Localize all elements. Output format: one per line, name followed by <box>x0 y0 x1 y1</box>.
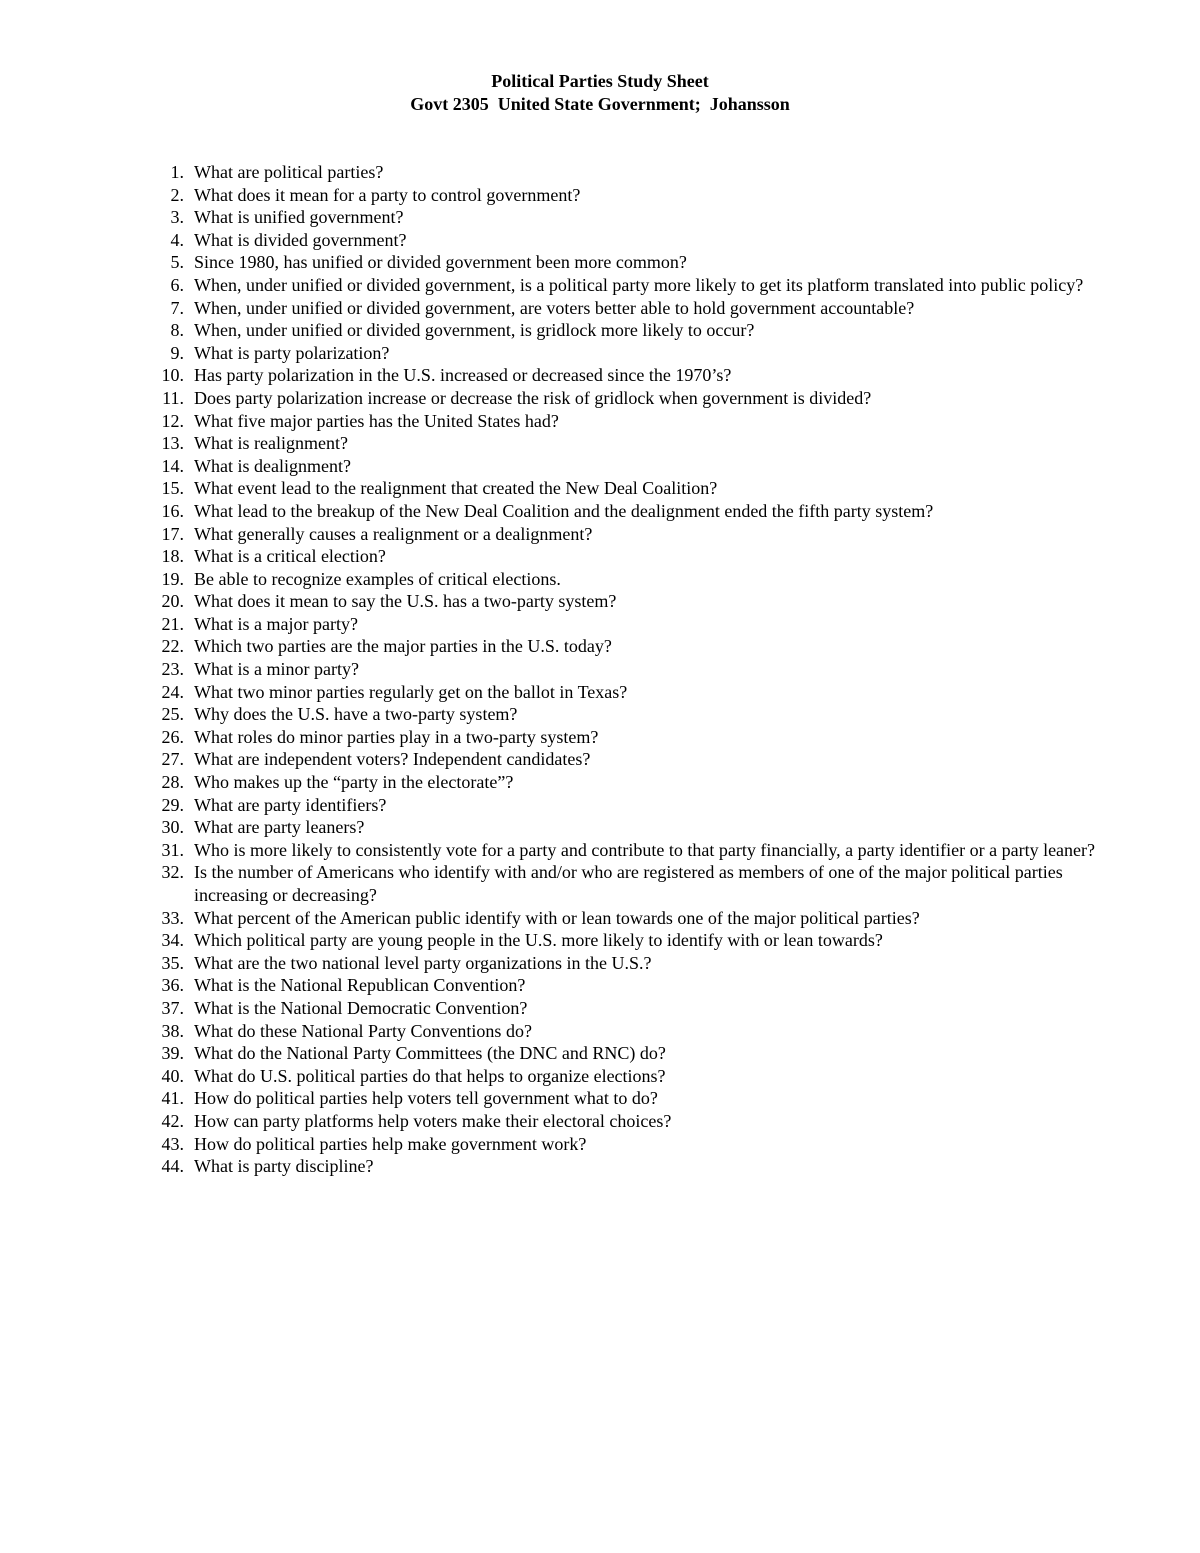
question-text: What event lead to the realignment that created the New Deal Coalition? <box>194 478 718 499</box>
question-item <box>150 455 1130 478</box>
question-text: How do political parties help voters tell government what to do? <box>194 1088 658 1109</box>
question-number: 8. <box>170 320 184 341</box>
question-item <box>150 997 1130 1020</box>
question-number: 32. <box>161 862 184 883</box>
question-text: What does it mean for a party to control government? <box>194 184 581 205</box>
question-number: 12. <box>161 410 184 431</box>
question-number: 31. <box>161 839 184 860</box>
question-number: 34. <box>161 930 184 951</box>
document-title: Political Parties Study Sheet <box>491 71 709 91</box>
question-number: 42. <box>161 1110 184 1131</box>
question-number: 3. <box>170 207 184 228</box>
question-item <box>150 771 1130 794</box>
question-text: What are political parties? <box>194 162 384 182</box>
question-number: 25. <box>161 704 184 725</box>
question-number: 24. <box>161 681 184 702</box>
question-number: 1. <box>170 162 184 182</box>
question-item <box>150 410 1130 433</box>
question-number: 40. <box>161 1065 184 1086</box>
question-item <box>150 974 1130 997</box>
question-number: 23. <box>161 659 184 680</box>
question-item <box>150 568 1130 591</box>
question-item <box>150 929 1130 952</box>
question-item <box>150 364 1130 387</box>
question-number: 41. <box>161 1088 184 1109</box>
question-item <box>150 477 1130 500</box>
question-text: What are the two national level party organizations in the U.S.? <box>194 952 652 973</box>
question-text: Who is more likely to consistently vote for a party and contribute to that party financially, a party identifier or a party leaner? <box>194 839 1096 860</box>
question-number: 38. <box>161 1020 184 1041</box>
question-item <box>150 1133 1130 1156</box>
question-item <box>150 274 1130 297</box>
question-text: Which political party are young people in the U.S. more likely to identify with or lean towards? <box>194 930 883 951</box>
question-item <box>150 794 1130 817</box>
question-item <box>150 319 1130 342</box>
question-item <box>150 342 1130 365</box>
question-item <box>150 839 1130 862</box>
question-list <box>150 161 1130 1178</box>
question-number: 2. <box>170 184 184 205</box>
question-number: 35. <box>161 952 184 973</box>
question-text: What are independent voters? Independent candidates? <box>194 749 591 770</box>
question-text: What is the National Republican Convention? <box>194 975 526 996</box>
document-header <box>0 70 1200 116</box>
question-text: What is a major party? <box>194 613 358 634</box>
question-number: 27. <box>161 749 184 770</box>
question-text: How do political parties help make government work? <box>194 1133 587 1154</box>
question-text: What is unified government? <box>194 207 404 228</box>
question-item <box>150 206 1130 229</box>
question-item <box>150 952 1130 975</box>
question-text: What is party discipline? <box>194 1156 374 1177</box>
question-item <box>150 161 1130 184</box>
question-text: Who makes up the “party in the electorate”? <box>194 772 514 793</box>
question-number: 21. <box>161 613 184 634</box>
question-text: What two minor parties regularly get on the ballot in Texas? <box>194 681 628 702</box>
question-text: What are party identifiers? <box>194 794 387 815</box>
question-number: 29. <box>161 794 184 815</box>
question-text: What roles do minor parties play in a two-party system? <box>194 726 599 747</box>
question-number: 20. <box>161 591 184 612</box>
question-number: 18. <box>161 546 184 567</box>
question-text: When, under unified or divided government, is a political party more likely to get its platform translated into public policy? <box>194 274 1084 295</box>
question-text: What is dealignment? <box>194 455 351 476</box>
question-item <box>150 1110 1130 1133</box>
question-text: What are party leaners? <box>194 817 365 838</box>
question-number: 22. <box>161 636 184 657</box>
question-text: What does it mean to say the U.S. has a two-party system? <box>194 591 617 612</box>
question-text: What is a critical election? <box>194 546 386 567</box>
question-text: Has party polarization in the U.S. increased or decreased since the 1970’s? <box>194 365 732 386</box>
question-number: 44. <box>161 1156 184 1177</box>
question-item <box>150 297 1130 320</box>
question-item <box>150 861 1130 906</box>
question-number: 14. <box>161 455 184 476</box>
question-text: When, under unified or divided government, is gridlock more likely to occur? <box>194 320 755 341</box>
question-number: 13. <box>161 433 184 454</box>
question-text: Which two parties are the major parties in the U.S. today? <box>194 636 612 657</box>
question-number: 4. <box>170 229 184 250</box>
question-text: What is party polarization? <box>194 342 390 363</box>
question-text: What generally causes a realignment or a dealignment? <box>194 523 593 544</box>
question-item <box>150 635 1130 658</box>
question-number: 10. <box>161 365 184 386</box>
question-number: 11. <box>162 387 184 408</box>
question-text: When, under unified or divided government, are voters better able to hold government accountable? <box>194 297 915 318</box>
question-number: 36. <box>161 975 184 996</box>
question-number: 28. <box>161 772 184 793</box>
question-number: 33. <box>161 907 184 928</box>
question-item <box>150 748 1130 771</box>
question-item <box>150 1042 1130 1065</box>
question-item <box>150 523 1130 546</box>
question-item <box>150 590 1130 613</box>
question-text: Be able to recognize examples of critical elections. <box>194 568 561 589</box>
question-text: What five major parties has the United States had? <box>194 410 559 431</box>
question-item <box>150 1155 1130 1178</box>
question-text: Is the number of Americans who identify with and/or who are registered as members of one of the major political parties increasing or decreasing? <box>194 862 1063 905</box>
question-text: What do U.S. political parties do that helps to organize elections? <box>194 1065 666 1086</box>
question-item <box>150 658 1130 681</box>
question-number: 17. <box>161 523 184 544</box>
question-item <box>150 613 1130 636</box>
question-text: What is realignment? <box>194 433 348 454</box>
question-text: What is a minor party? <box>194 659 359 680</box>
question-item <box>150 703 1130 726</box>
question-number: 16. <box>161 500 184 521</box>
question-number: 43. <box>161 1133 184 1154</box>
question-item <box>150 816 1130 839</box>
question-item <box>150 1020 1130 1043</box>
document-subtitle: Govt 2305 United State Government; Johansson <box>410 94 790 114</box>
question-item <box>150 432 1130 455</box>
question-text: What is the National Democratic Convention? <box>194 997 528 1018</box>
question-item <box>150 545 1130 568</box>
question-item <box>150 251 1130 274</box>
question-number: 6. <box>170 274 184 295</box>
question-number: 7. <box>170 297 184 318</box>
question-text: What lead to the breakup of the New Deal Coalition and the dealignment ended the fifth party system? <box>194 500 934 521</box>
question-number: 15. <box>161 478 184 499</box>
question-number: 39. <box>161 1043 184 1064</box>
question-number: 19. <box>161 568 184 589</box>
question-text: What is divided government? <box>194 229 407 250</box>
question-number: 5. <box>170 252 184 273</box>
question-text: Since 1980, has unified or divided government been more common? <box>194 252 687 273</box>
question-number: 30. <box>161 817 184 838</box>
question-text: What do the National Party Committees (the DNC and RNC) do? <box>194 1043 666 1064</box>
question-text: How can party platforms help voters make their electoral choices? <box>194 1110 672 1131</box>
question-number: 37. <box>161 997 184 1018</box>
question-item <box>150 1087 1130 1110</box>
question-item <box>150 726 1130 749</box>
question-number: 9. <box>170 342 184 363</box>
question-item <box>150 387 1130 410</box>
question-text: Does party polarization increase or decrease the risk of gridlock when government is divided? <box>194 387 872 408</box>
question-item <box>150 1065 1130 1088</box>
question-text: Why does the U.S. have a two-party system? <box>194 704 518 725</box>
question-number: 26. <box>161 726 184 747</box>
question-item <box>150 184 1130 207</box>
question-item <box>150 907 1130 930</box>
question-text: What do these National Party Conventions do? <box>194 1020 532 1041</box>
question-item <box>150 500 1130 523</box>
question-text: What percent of the American public identify with or lean towards one of the major political parties? <box>194 907 920 928</box>
question-item <box>150 229 1130 252</box>
question-item <box>150 681 1130 704</box>
